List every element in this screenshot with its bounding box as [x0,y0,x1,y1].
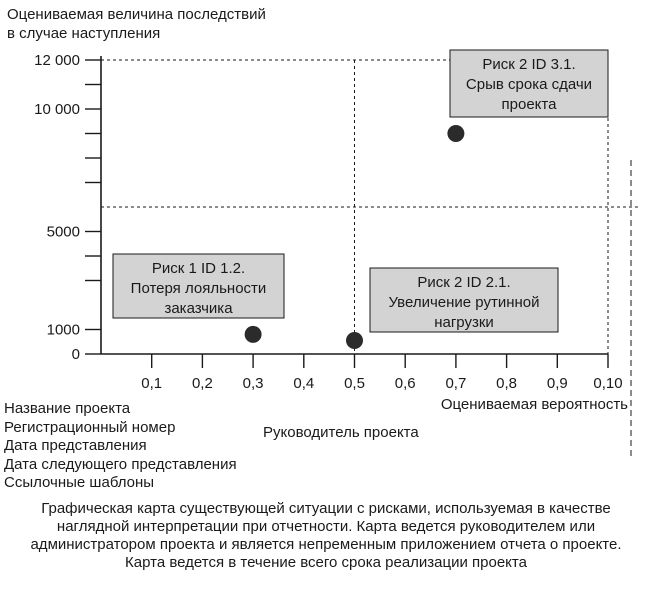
figure-caption: Графическая карта существующей ситуации с рисками, используемая в качестве наглядной интерпретации при отчетности. Карта ведется руководителем или администратором проекта и является непременным приложением отчета о проекте. Карта ведется в течение всего срока реализации проекта [30,500,622,571]
x-tick-label: 0,4 [293,375,315,392]
risk-label-text: Риск 2 ID 2.1. [417,274,511,291]
meta-presentation-date: Дата представления [4,437,147,454]
risk-point [346,332,363,349]
x-axis-title: Оцениваемая вероятность [440,396,628,413]
x-tick-label: 0,10 [593,375,623,392]
risk-label-text: проекта [501,96,557,113]
project-metadata [4,400,237,493]
x-tick-label: 0,2 [191,375,213,392]
risk-label-text: Увеличение рутинной [388,294,540,311]
y-axis-title-line-1: Оцениваемая величина последствий [7,6,266,23]
y-tick-label: 1000 [46,321,80,339]
meta-reference-templates: Ссылочные шаблоны [4,474,155,491]
x-tick-label: 0,8 [496,375,518,392]
y-axis-title-line-2: в случае наступления [7,25,161,42]
project-manager-label: Руководитель проекта [263,424,419,441]
risk-point [245,326,262,343]
risk-label-text: Срыв срока сдачи [465,76,593,93]
x-tick-label: 0,1 [141,375,163,392]
meta-registration-number: Регистрационный номер [4,418,176,436]
risk-label-text: Риск 1 ID 1.2. [151,260,246,277]
x-tick-label: 0,5 [344,375,365,392]
risk-label-text: нагрузки [434,314,494,331]
risk-label-text: заказчика [164,300,233,317]
x-tick-label: 0,7 [445,375,467,392]
x-tick-label: 0,6 [394,375,416,392]
risk-label-text: Риск 2 ID 3.1. [482,56,576,73]
meta-project-name: Название проекта [4,400,131,417]
x-tick-label: 0,3 [242,375,264,392]
meta-next-presentation-date: Дата следующего представления [4,455,237,473]
y-tick-label: 0 [71,346,80,363]
y-tick-label: 5000 [46,223,80,241]
x-tick-label: 0,9 [546,375,568,392]
risk-label-text: Потеря лояльности [130,280,267,297]
y-tick-label: 12 000 [34,52,80,69]
risk-point [447,125,464,142]
y-tick-label: 10 000 [34,101,80,118]
